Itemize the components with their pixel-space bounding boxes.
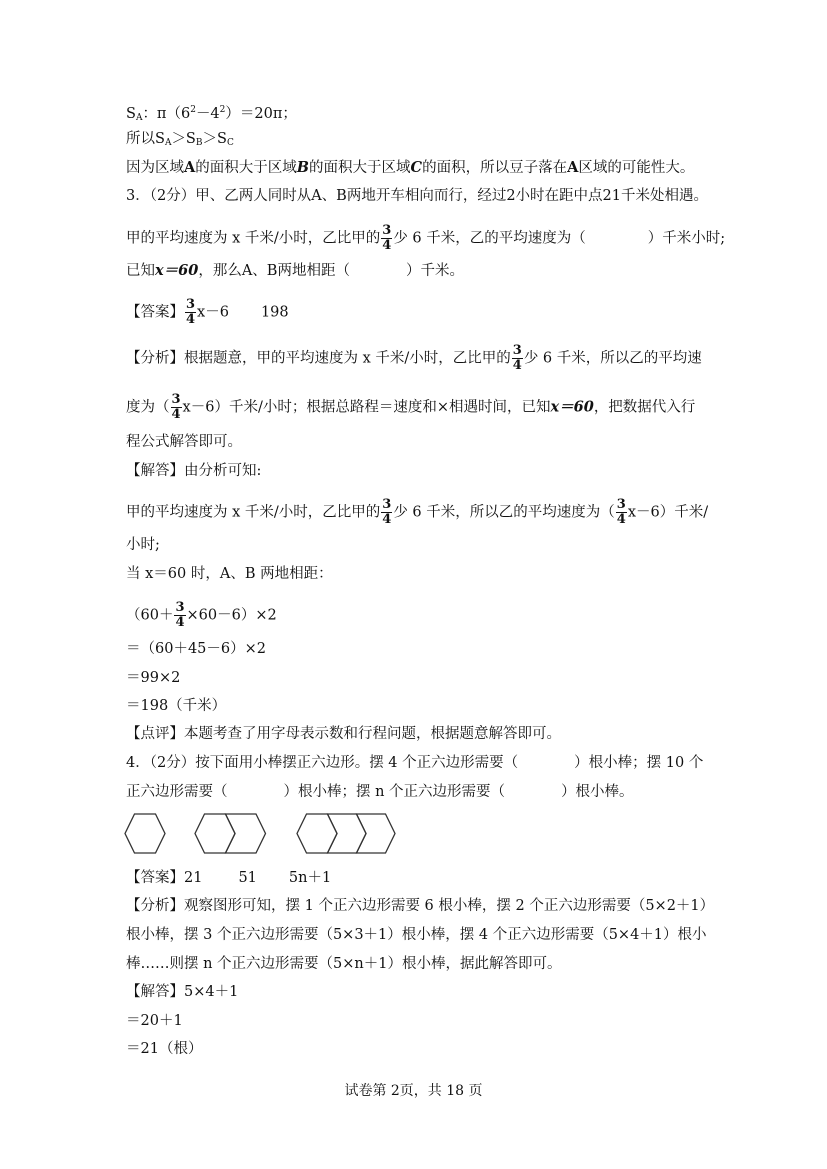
solution-3-line-1: 甲的平均速度为 x 千米/小时，乙比甲的 $\frac{3}{4}$ 少 6 千米，所以乙的平均速度为（ $\frac{3}{4}$ x－6）千米/ xyxy=(126,497,709,527)
fraction-three-quarters: $\frac{3}{4}$ xyxy=(175,600,185,630)
question-3-given: 已知x＝60，那么A、B两地相距（ ）千米。 xyxy=(126,262,464,279)
answer-4: 【答案】21 51 5n＋1 xyxy=(126,870,332,886)
question-3-body: 甲的平均速度为 x 千米/小时，乙比甲的 $\frac{3}{4}$ 少 6 千米，乙的平均速度为（ ）千米小时; xyxy=(126,223,726,253)
solution-3-expression: （60＋ $\frac{3}{4}$ ×60－6）×2 xyxy=(126,600,277,630)
area-compare-line: 所以$S_A>S_B>S_C$ xyxy=(126,131,234,148)
hexagon-group-3 xyxy=(297,814,395,853)
solution-4-step-2: ＝21（根） xyxy=(126,1041,203,1057)
fraction-three-quarters: $\frac{3}{4}$ xyxy=(186,297,196,327)
analysis-3-line-1: 【分析】根据题意，甲的平均速度为 x 千米/小时，乙比甲的 $\frac{3}{4}$ 少 6 千米，所以乙的平均速 xyxy=(126,343,702,373)
analysis-4-line-3: 棒……则摆 n 个正六边形需要（5×n＋1）根小棒，据此解答即可。 xyxy=(126,956,562,972)
question-3-title: 3．（2分）甲、乙两人同时从A、B两地开车相向而行，经过2小时在距中点21千米处相遇。 xyxy=(126,188,709,204)
analysis-4-line-1: 【分析】观察图形可知，摆 1 个正六边形需要 6 根小棒，摆 2 个正六边形需要（5×2＋1） xyxy=(126,898,715,914)
analysis-3-line-2: 度为（ $\frac{3}{4}$ x－6）千米/小时；根据总路程＝速度和×相遇时间，已知x＝60，把数据代入行 xyxy=(126,392,696,422)
solution-3-title: 【解答】由分析可知: xyxy=(126,463,262,479)
solution-3-step-3: ＝198（千米） xyxy=(126,698,227,714)
solution-3-line-3: 当 x＝60 时，A、B 两地相距： xyxy=(126,566,333,582)
area-a-line: $S_A$：$\pi(6^2-4^2)=20\pi$； xyxy=(126,105,297,123)
fraction-three-quarters: $\frac{3}{4}$ xyxy=(512,343,522,373)
fraction-three-quarters: $\frac{3}{4}$ xyxy=(171,392,181,422)
solution-3-step-1: ＝（60＋45－6）×2 xyxy=(126,641,267,657)
answer-3: 【答案】 $\frac{3}{4}$ x－6 198 xyxy=(126,297,289,327)
solution-4-step-1: ＝20＋1 xyxy=(126,1013,183,1029)
question-4-line-1: 4．（2分）按下面用小棒摆正六边形。摆 4 个正六边形需要（ ）根小棒；摆 10 个 xyxy=(126,755,704,771)
fraction-three-quarters: $\frac{3}{4}$ xyxy=(616,497,626,527)
hexagon-group-1 xyxy=(125,814,165,853)
hexagon-group-2 xyxy=(195,814,266,853)
fraction-three-quarters: $\frac{3}{4}$ xyxy=(382,497,392,527)
conclusion-line: 因为区域A的面积大于区域B的面积大于区域C的面积，所以豆子落在A区域的可能性大。 xyxy=(126,159,695,176)
solution-3-step-2: ＝99×2 xyxy=(126,670,181,686)
fraction-three-quarters: $\frac{3}{4}$ xyxy=(382,223,392,253)
page-footer: 试卷第 2页，共 18 页 xyxy=(344,1083,483,1099)
solution-4-title: 【解答】5×4＋1 xyxy=(126,984,239,1000)
comment-3: 【点评】本题考查了用字母表示数和行程问题，根据题意解答即可。 xyxy=(126,726,561,742)
analysis-3-line-3: 程公式解答即可。 xyxy=(126,434,242,450)
hexagon-figure xyxy=(124,810,424,860)
analysis-4-line-2: 根小棒，摆 3 个正六边形需要（5×3＋1）根小棒，摆 4 个正六边形需要（5×4＋1）根小 xyxy=(126,927,707,943)
solution-3-line-2: 小时; xyxy=(126,537,160,553)
question-4-line-2: 正六边形需要（ ）根小棒；摆 n 个正六边形需要（ ）根小棒。 xyxy=(126,784,634,800)
